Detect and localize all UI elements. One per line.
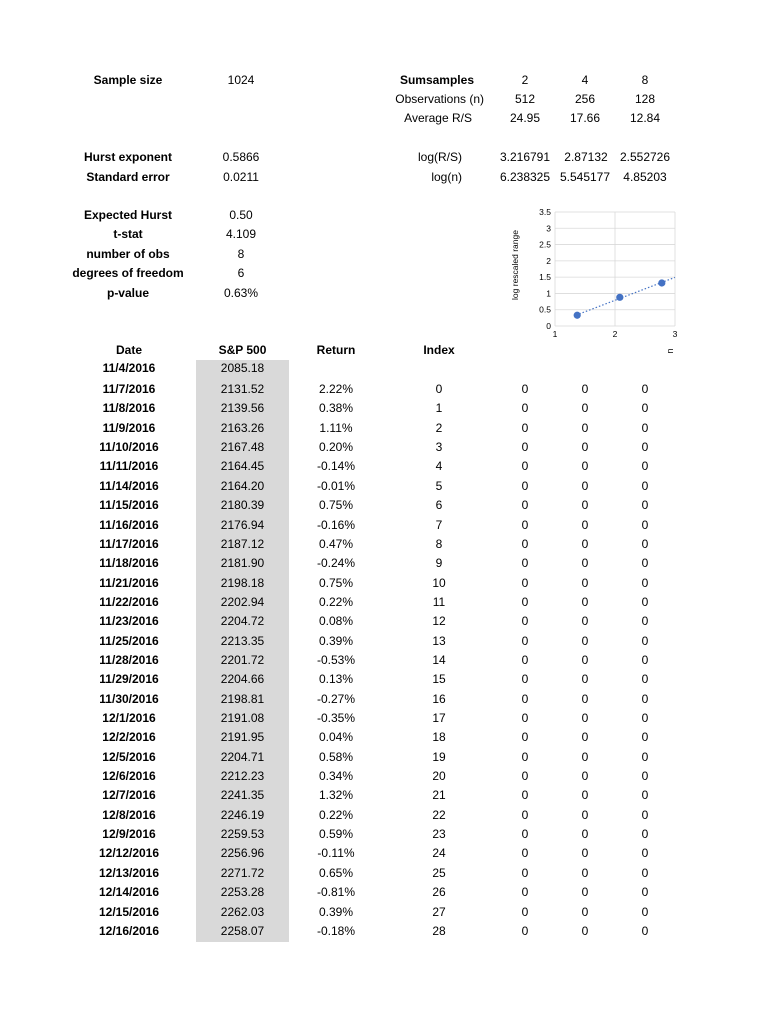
sp500-cell: 2253.28 (220, 885, 265, 900)
date-cell: 12/14/2016 (98, 885, 160, 900)
index-cell: 10 (432, 575, 446, 590)
index-cell: 15 (432, 672, 446, 687)
index-cell: 17 (432, 711, 446, 725)
sumsamples-label: Sumsamples (399, 73, 474, 87)
index-cell: 2 (435, 420, 443, 435)
sumsample-2-cell: 0 (521, 420, 529, 435)
sumsample-8-cell: 0 (641, 517, 649, 532)
date-cell: 12/7/2016 (102, 788, 156, 803)
index-cell: 9 (435, 556, 443, 571)
date-cell: 11/4/2016 (102, 361, 156, 375)
index-cell: 16 (432, 691, 446, 706)
date-cell: 12/6/2016 (102, 769, 156, 783)
sp500-cell: 2191.95 (220, 730, 265, 745)
number-of-obs-label: number of obs (86, 247, 170, 261)
sumsample-4-cell: 0 (581, 865, 589, 880)
index-cell: 24 (432, 846, 446, 861)
sumsample-8-cell: 0 (641, 478, 649, 493)
sumsample-2-cell: 0 (521, 478, 529, 493)
sp500-cell: 2191.08 (220, 711, 265, 725)
sp500-cell: 2176.94 (220, 517, 265, 532)
data-point (574, 312, 581, 319)
return-cell: -0.27% (316, 691, 356, 706)
hurst-exponent-label: Hurst exponent (83, 150, 172, 164)
sumsample-2-cell: 0 (521, 556, 529, 571)
sumsample-4-cell: 0 (581, 652, 589, 667)
date-cell: 12/16/2016 (98, 923, 160, 938)
return-cell: -0.35% (316, 711, 356, 725)
sp500-cell: 2204.72 (220, 614, 265, 629)
date-cell: 12/5/2016 (102, 749, 156, 764)
date-cell: 11/23/2016 (99, 614, 159, 629)
sumsample-8-cell: 0 (641, 730, 649, 745)
y-tick-label: 2 (546, 255, 551, 266)
sumsample-8-cell: 0 (641, 769, 649, 783)
sumsample-2-cell: 0 (521, 904, 529, 919)
return-cell: 0.13% (318, 672, 354, 687)
index-cell: 22 (432, 807, 446, 822)
hurst-exponent-value: 0.5866 (222, 150, 260, 164)
date-cell: 11/8/2016 (102, 401, 156, 416)
sample-size-label: Sample size (93, 73, 163, 87)
y-axis-label: log rescaled range (510, 230, 520, 300)
index-cell: 28 (432, 923, 446, 938)
log-n-value: 4.85203 (623, 170, 667, 184)
sp500-cell: 2139.56 (220, 401, 265, 416)
sumsamples-value: 8 (641, 73, 649, 87)
sp500-cell: 2164.45 (220, 459, 265, 474)
sumsample-2-cell: 0 (521, 614, 529, 629)
index-cell: 11 (432, 594, 446, 609)
sumsample-8-cell: 0 (641, 788, 649, 803)
date-cell: 11/9/2016 (102, 420, 156, 435)
sp500-cell: 2262.03 (220, 904, 265, 919)
t-stat-label: t-stat (113, 227, 143, 241)
sp500-cell: 2085.18 (220, 361, 265, 375)
sp500-cell: 2204.71 (220, 749, 265, 764)
index-cell: 0 (435, 382, 443, 396)
sumsample-4-cell: 0 (581, 846, 589, 861)
y-tick-labels (539, 207, 551, 331)
observations-value: 512 (514, 92, 536, 106)
sumsample-2-cell: 0 (521, 633, 529, 648)
sumsample-8-cell: 0 (641, 691, 649, 706)
sp500-cell: 2181.90 (220, 556, 265, 571)
return-cell: 0.75% (318, 575, 354, 590)
index-cell: 5 (435, 478, 443, 493)
sumsample-2-cell: 0 (521, 517, 529, 532)
header-sp500: S&P 500 (218, 343, 267, 357)
sumsample-4-cell: 0 (581, 923, 589, 938)
sp500-cell: 2212.23 (220, 769, 265, 783)
sumsample-2-cell: 0 (521, 594, 529, 609)
date-cell: 11/25/2016 (99, 633, 159, 648)
t-stat-value: 4.109 (225, 227, 257, 241)
date-cell: 11/17/2016 (99, 536, 159, 551)
log-rs-value: 3.216791 (499, 150, 551, 164)
date-cell: 11/29/2016 (99, 672, 159, 687)
y-tick-label: 2.5 (539, 239, 551, 250)
sumsample-2-cell: 0 (521, 846, 529, 861)
return-cell: 0.20% (318, 440, 354, 455)
date-cell: 12/13/2016 (98, 865, 160, 880)
sumsample-8-cell: 0 (641, 885, 649, 900)
sumsample-4-cell: 0 (581, 885, 589, 900)
sumsample-4-cell: 0 (581, 478, 589, 493)
sp500-cell: 2180.39 (220, 498, 265, 513)
sp500-cell: 2198.81 (220, 691, 265, 706)
sumsample-2-cell: 0 (521, 652, 529, 667)
index-cell: 19 (432, 749, 446, 764)
standard-error-value: 0.0211 (223, 170, 259, 184)
return-cell: -0.16% (316, 517, 356, 532)
x-tick-label: 3 (672, 329, 678, 339)
chart-grid (555, 212, 675, 326)
sumsample-4-cell: 0 (581, 536, 589, 551)
sumsample-2-cell: 0 (521, 885, 529, 900)
index-cell: 23 (432, 827, 446, 841)
sumsample-8-cell: 0 (641, 420, 649, 435)
sumsample-2-cell: 0 (521, 788, 529, 803)
date-cell: 12/1/2016 (102, 711, 156, 725)
index-cell: 3 (435, 440, 443, 455)
sample-size-value: 1024 (227, 73, 255, 87)
date-cell: 12/2/2016 (102, 730, 156, 745)
sumsample-8-cell: 0 (641, 923, 649, 938)
sumsample-4-cell: 0 (581, 691, 589, 706)
data-point (658, 279, 665, 286)
sumsample-4-cell: 0 (581, 614, 589, 629)
sp500-cell: 2163.26 (220, 420, 265, 435)
date-cell: 11/7/2016 (102, 382, 156, 396)
return-cell: 0.39% (318, 633, 354, 648)
data-points (574, 279, 666, 318)
expected-hurst-value: 0.50 (229, 208, 253, 222)
header-index: Index (423, 343, 455, 357)
sumsample-4-cell: 0 (581, 711, 589, 725)
sp500-cell: 2131.52 (220, 382, 265, 396)
return-cell: 0.34% (318, 769, 354, 783)
return-cell: 0.39% (318, 904, 354, 919)
data-point (616, 294, 623, 301)
number-of-obs-value: 8 (237, 247, 245, 261)
standard-error-label: Standard error (86, 170, 170, 184)
sumsample-4-cell: 0 (581, 730, 589, 745)
x-tick-labels (553, 329, 678, 339)
y-tick-label: 1 (546, 288, 551, 299)
degrees-of-freedom-value: 6 (237, 266, 245, 280)
sumsample-4-cell: 0 (581, 749, 589, 764)
header-date: Date (115, 343, 142, 357)
sumsample-8-cell: 0 (641, 440, 649, 455)
sumsample-4-cell: 0 (581, 440, 589, 455)
sumsample-2-cell: 0 (521, 536, 529, 551)
index-cell: 26 (432, 885, 446, 900)
return-cell: 1.32% (318, 788, 354, 803)
sp500-cell: 2271.72 (220, 865, 265, 880)
log-rs-value: 2.87132 (564, 150, 608, 164)
x-tick-label: 2 (612, 329, 618, 339)
x-axis-label: n (665, 348, 675, 354)
return-cell: 0.47% (318, 536, 354, 551)
average-rs-label: Average R/S (404, 111, 472, 125)
log-n-value: 6.238325 (499, 170, 551, 184)
observations-label: Observations (n) (395, 92, 484, 106)
date-cell: 11/22/2016 (99, 594, 159, 609)
sumsample-8-cell: 0 (641, 614, 649, 629)
y-tick-label: 3.5 (539, 207, 551, 217)
sumsample-2-cell: 0 (521, 730, 529, 745)
date-cell: 11/30/2016 (99, 691, 159, 706)
date-cell: 12/15/2016 (98, 904, 160, 919)
sp500-cell: 2213.35 (220, 633, 265, 648)
sumsample-8-cell: 0 (641, 865, 649, 880)
log-n-label: log(n) (431, 170, 462, 184)
date-cell: 11/14/2016 (99, 478, 159, 493)
header-return: Return (316, 343, 356, 357)
index-cell: 25 (432, 865, 446, 880)
index-cell: 14 (432, 652, 446, 667)
return-cell: -0.53% (316, 652, 356, 667)
sumsample-2-cell: 0 (521, 498, 529, 513)
return-cell: -0.24% (316, 556, 356, 571)
return-cell: 0.22% (318, 807, 354, 822)
date-cell: 12/8/2016 (102, 807, 156, 822)
log-n-value: 5.545177 (559, 170, 611, 184)
sumsample-2-cell: 0 (521, 769, 529, 783)
sumsample-2-cell: 0 (521, 440, 529, 455)
sumsample-2-cell: 0 (521, 401, 529, 416)
return-cell: 0.08% (318, 614, 354, 629)
return-cell: -0.18% (316, 923, 356, 938)
sp500-cell: 2246.19 (220, 807, 265, 822)
sp500-cell: 2187.12 (220, 536, 265, 551)
sumsample-4-cell: 0 (581, 459, 589, 474)
sumsample-8-cell: 0 (641, 459, 649, 474)
sumsample-2-cell: 0 (521, 807, 529, 822)
index-cell: 20 (432, 769, 446, 783)
degrees-of-freedom-label: degrees of freedom (72, 266, 184, 280)
sp500-cell: 2202.94 (220, 594, 265, 609)
sumsample-8-cell: 0 (641, 382, 649, 396)
date-cell: 11/28/2016 (99, 652, 159, 667)
sumsamples-value: 2 (521, 73, 529, 87)
sumsample-2-cell: 0 (521, 865, 529, 880)
expected-hurst-label: Expected Hurst (83, 208, 173, 222)
sumsample-4-cell: 0 (581, 788, 589, 803)
sumsample-4-cell: 0 (581, 594, 589, 609)
index-cell: 13 (432, 633, 446, 648)
sumsample-8-cell: 0 (641, 711, 649, 725)
y-tick-label: 1.5 (539, 272, 551, 283)
observations-value: 256 (574, 92, 596, 106)
return-cell: 2.22% (318, 382, 354, 396)
sumsample-4-cell: 0 (581, 420, 589, 435)
sumsample-4-cell: 0 (581, 575, 589, 590)
sp500-cell: 2167.48 (220, 440, 265, 455)
return-cell: -0.81% (316, 885, 356, 900)
x-tick-label: 1 (552, 329, 558, 339)
sumsample-8-cell: 0 (641, 575, 649, 590)
sp500-cell: 2204.66 (220, 672, 265, 687)
sumsample-8-cell: 0 (641, 827, 649, 841)
date-cell: 11/18/2016 (99, 556, 159, 571)
sumsample-8-cell: 0 (641, 846, 649, 861)
sumsample-4-cell: 0 (581, 827, 589, 841)
sumsample-8-cell: 0 (641, 904, 649, 919)
sumsample-8-cell: 0 (641, 536, 649, 551)
return-cell: 0.22% (318, 594, 354, 609)
sp500-cell: 2241.35 (220, 788, 265, 803)
sumsample-8-cell: 0 (641, 556, 649, 571)
index-cell: 12 (432, 614, 446, 629)
date-cell: 11/16/2016 (99, 517, 159, 532)
y-tick-label: 0.5 (539, 304, 551, 315)
return-cell: 0.75% (318, 498, 354, 513)
log-rs-label: log(R/S) (417, 150, 462, 164)
average-rs-value: 17.66 (569, 111, 601, 125)
sumsample-4-cell: 0 (581, 401, 589, 416)
index-cell: 8 (435, 536, 443, 551)
return-cell: 0.04% (318, 730, 354, 745)
date-cell: 11/21/2016 (99, 575, 159, 590)
sumsample-2-cell: 0 (521, 459, 529, 474)
index-cell: 18 (432, 730, 446, 745)
index-cell: 7 (435, 517, 443, 532)
return-cell: -0.14% (316, 459, 356, 474)
return-cell: 1.11% (319, 420, 353, 435)
log-rs-value: 2.552726 (619, 150, 671, 164)
sumsample-2-cell: 0 (521, 923, 529, 938)
observations-value: 128 (634, 92, 656, 106)
sumsample-2-cell: 0 (521, 827, 529, 841)
sumsample-2-cell: 0 (521, 691, 529, 706)
sp500-cell: 2256.96 (220, 846, 265, 861)
average-rs-value: 12.84 (629, 111, 661, 125)
sumsample-8-cell: 0 (641, 652, 649, 667)
sumsample-2-cell: 0 (521, 672, 529, 687)
p-value-value: 0.63% (223, 286, 259, 300)
sumsample-8-cell: 0 (641, 594, 649, 609)
index-cell: 1 (435, 401, 443, 416)
date-cell: 12/12/2016 (98, 846, 160, 861)
sumsample-2-cell: 0 (521, 749, 529, 764)
sumsample-8-cell: 0 (641, 672, 649, 687)
sumsample-4-cell: 0 (581, 633, 589, 648)
sumsample-8-cell: 0 (641, 401, 649, 416)
sumsample-4-cell: 0 (581, 807, 589, 822)
return-cell: 0.65% (318, 865, 354, 880)
sp500-cell: 2201.72 (220, 652, 265, 667)
return-cell: 0.58% (318, 749, 354, 764)
average-rs-value: 24.95 (509, 111, 541, 125)
sumsample-8-cell: 0 (641, 749, 649, 764)
index-cell: 21 (432, 788, 446, 803)
date-cell: 11/10/2016 (99, 440, 159, 455)
sumsample-2-cell: 0 (521, 575, 529, 590)
sp500-cell: 2258.07 (220, 923, 265, 938)
return-cell: 0.38% (318, 401, 354, 416)
sumsamples-value: 4 (581, 73, 589, 87)
return-cell: -0.01% (316, 478, 356, 493)
index-cell: 27 (432, 904, 446, 919)
sumsample-4-cell: 0 (581, 672, 589, 687)
sumsample-4-cell: 0 (581, 517, 589, 532)
return-cell: -0.11% (317, 846, 355, 861)
sp500-cell: 2164.20 (220, 478, 265, 493)
sumsample-4-cell: 0 (581, 498, 589, 513)
sumsample-4-cell: 0 (581, 904, 589, 919)
y-tick-label: 3 (546, 223, 551, 234)
index-cell: 4 (435, 459, 443, 474)
sumsample-4-cell: 0 (581, 556, 589, 571)
sumsample-4-cell: 0 (581, 769, 589, 783)
rescaled-range-chart (505, 203, 685, 358)
date-cell: 11/15/2016 (99, 498, 159, 513)
sp500-cell: 2198.18 (220, 575, 265, 590)
sumsample-8-cell: 0 (641, 807, 649, 822)
sumsample-8-cell: 0 (641, 498, 649, 513)
sumsample-4-cell: 0 (581, 382, 589, 396)
p-value-label: p-value (106, 286, 149, 300)
sumsample-2-cell: 0 (521, 382, 529, 396)
date-cell: 11/11/2016 (99, 459, 159, 474)
y-tick-label: 0 (546, 321, 551, 331)
date-cell: 12/9/2016 (102, 827, 156, 841)
sp500-cell: 2259.53 (220, 827, 265, 841)
return-cell: 0.59% (318, 827, 354, 841)
index-cell: 6 (435, 498, 443, 513)
sumsample-2-cell: 0 (521, 711, 529, 725)
sumsample-8-cell: 0 (641, 633, 649, 648)
